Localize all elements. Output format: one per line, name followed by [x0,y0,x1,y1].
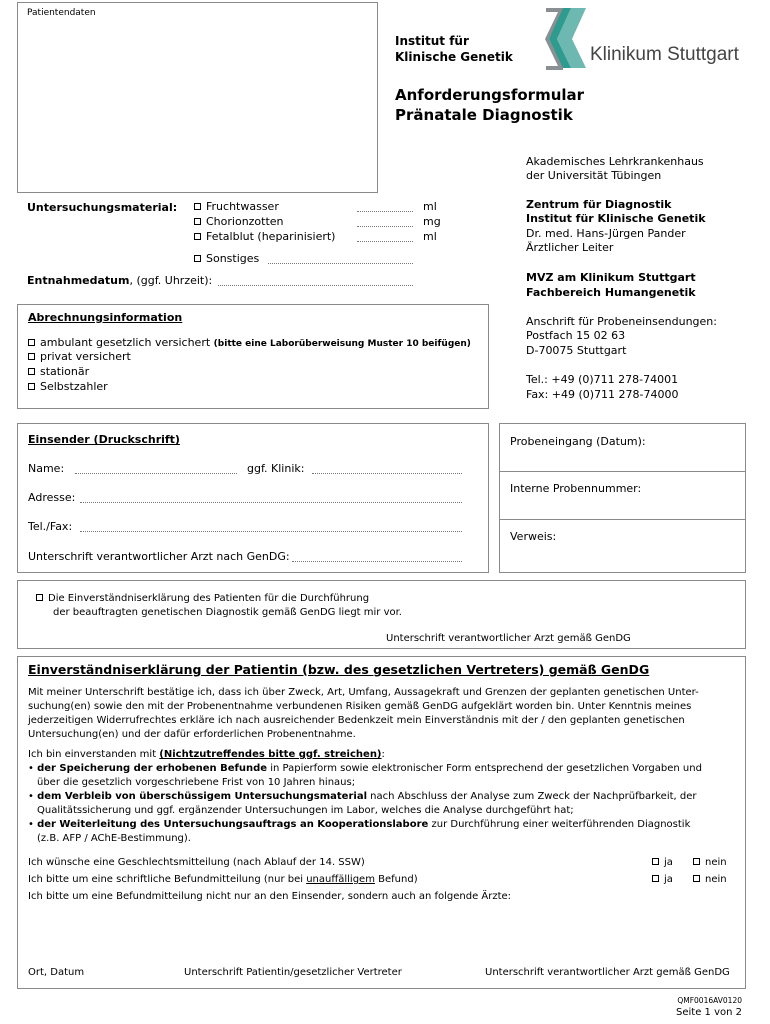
lab-divider-2 [499,519,746,520]
lab-divider-1 [499,471,746,472]
checkbox[interactable] [194,203,201,210]
address-line2: Postfach 15 02 63 [526,329,626,342]
consent-para-line3: jederzeitigen Widerrufrechtes erkläre ich nach ausreichender Bedenkzeit mein Einverständnis mit der / den geplanten genetischen [28,715,685,726]
material-label: Untersuchungsmaterial: [27,201,178,214]
checkbox[interactable] [652,875,659,882]
teaching-hospital-line2: der Universität Tübingen [526,169,662,182]
unit-2: mg [423,215,441,228]
checkbox[interactable] [28,383,35,390]
sender-signature-label: Unterschrift verantwortlicher Arzt nach GenDG: [28,550,290,563]
question-sex: Ich wünsche eine Geschlechtsmitteilung (nach Ablauf der 14. SSW) [28,857,365,868]
material-item-amniotic[interactable]: Fruchtwasser [194,200,279,214]
checkbox[interactable] [28,353,35,360]
checkbox[interactable] [28,368,35,375]
consent-bullet-3: • der Weiterleitung des Untersuchungsauftrags an Kooperationslabore zur Durchführung einer weiterführenden Diagnostik [28,819,691,830]
material-item-fetalblood[interactable]: Fetalblut (heparinisiert) [194,230,335,244]
signature-doctor-label: Unterschrift verantwortlicher Arzt gemäß GenDG [485,967,730,978]
unit-3: ml [423,230,437,243]
unit-1: ml [423,200,437,213]
amount-field-1[interactable] [357,211,413,212]
question-sex-yes[interactable]: ja [652,856,673,870]
institute-line1: Institut für [395,34,469,48]
sampling-date-label: Entnahmedatum, (ggf. Uhrzeit): [27,274,213,287]
billing-option-private[interactable]: privat versichert [28,350,131,364]
patient-data-box [17,2,378,193]
sender-name-field[interactable] [75,473,237,474]
address-fax: Fax: +49 (0)711 278-74000 [526,388,679,401]
address-line3: D-70075 Stuttgart [526,344,627,357]
physician-consent-line2: der beauftragten genetischen Diagnostik gemäß GenDG liegt mir vor. [53,607,402,618]
center-line2: Institut für Klinische Genetik [526,212,706,225]
other-field[interactable] [268,263,413,264]
sender-clinic-label: ggf. Klinik: [247,462,305,475]
lab-internal-label: Interne Probennummer: [510,482,642,495]
checkbox[interactable] [693,875,700,882]
logo-text: Klinikum Stuttgart [590,44,739,65]
checkbox[interactable] [693,858,700,865]
sender-signature-field[interactable] [292,561,462,562]
consent-para-line2: suchung(en) sowie den mit der Probenentnahme verbundenen Risiken gemäß GenDG aufgeklärt worden bin. Unter Kenntnis meines [28,701,692,712]
question-written-report: Ich bitte um eine schriftliche Befundmitteilung (nur bei unauffälligem Befund) [28,874,418,885]
signature-patient-label: Unterschrift Patientin/gesetzlicher Vertreter [184,967,402,978]
klinikum-logo-icon [541,6,591,72]
form-title-line2: Pränatale Diagnostik [395,106,573,124]
checkbox[interactable] [194,255,201,262]
billing-option-inpatient[interactable]: stationär [28,365,89,379]
sender-address-label: Adresse: [28,491,76,504]
lab-receipt-label: Probeneingang (Datum): [510,435,646,448]
question-written-no[interactable]: nein [693,873,727,887]
mvz-line2: Fachbereich Humangenetik [526,286,696,299]
material-item-chorion[interactable]: Chorionzotten [194,215,284,229]
form-code: QMF0016AV0120 [677,996,742,1005]
sender-name-label: Name: [28,462,65,475]
checkbox[interactable] [194,218,201,225]
consent-title: Einverständniserklärung der Patientin (bzw. des gesetzlichen Vertreters) gemäß GenDG [28,662,650,677]
consent-para-line1: Mit meiner Unterschrift bestätige ich, dass ich über Zweck, Art, Umfang, Aussagekraft und Grenzen der geplanten genetischen Unter- [28,687,699,698]
physician-consent-line1[interactable]: Die Einverständniserklärung des Patienten für die Durchführung [36,592,369,606]
address-line1: Anschrift für Probeneinsendungen: [526,315,717,328]
page-number: Seite 1 von 2 [676,1007,742,1018]
sender-title: Einsender (Druckschrift) [28,433,180,446]
checkbox[interactable] [652,858,659,865]
consent-agree: Ich bin einverstanden mit (Nichtzutreffendes bitte ggf. streichen): [28,749,385,760]
center-line4: Ärztlicher Leiter [526,241,614,254]
checkbox[interactable] [36,594,43,601]
patient-data-label: Patientendaten [27,8,96,18]
checkbox[interactable] [194,233,201,240]
sender-clinic-field[interactable] [312,473,462,474]
consent-bullet-3-cont: (z.B. AFP / AChE-Bestimmung). [37,833,191,844]
question-sex-no[interactable]: nein [693,856,727,870]
billing-title: Abrechnungsinformation [28,311,183,324]
consent-bullet-1: • der Speicherung der erhobenen Befunde in Papierform sowie elektronischer Form entsprechend der gesetzlichen Vorgaben und [28,763,702,774]
sender-address-field[interactable] [80,502,462,503]
consent-bullet-2-cont: Qualitätssicherung und ggf. ergänzender Untersuchungen im Labor, welches die Analyse durchgeführt hat; [37,805,574,816]
signature-date-label: Ort, Datum [28,967,85,978]
center-line1: Zentrum für Diagnostik [526,198,672,211]
form-title-line1: Anforderungsformular [395,86,585,104]
consent-bullet-2: • dem Verbleib von überschüssigem Untersuchungsmaterial nach Abschluss der Analyse zum Zweck der Nachprüfbarkeit, der [28,791,697,802]
physician-consent-signature: Unterschrift verantwortlicher Arzt gemäß GenDG [386,633,631,644]
sender-telfax-field[interactable] [80,531,462,532]
teaching-hospital-line1: Akademisches Lehrkrankenhaus [526,155,704,168]
question-other-doctors: Ich bitte um eine Befundmitteilung nicht nur an den Einsender, sondern auch an folgende Ärzte: [28,891,512,902]
address-tel: Tel.: +49 (0)711 278-74001 [526,373,679,386]
consent-bullet-1-cont: über die gesetzlich vorgeschriebene Frist von 10 Jahren hinaus; [37,777,356,788]
lab-ref-label: Verweis: [510,530,557,543]
sampling-date-field[interactable] [218,285,413,286]
institute-line2: Klinische Genetik [395,50,513,64]
checkbox[interactable] [28,339,35,346]
billing-option-statutory[interactable]: ambulant gesetzlich versichert (bitte eine Laborüberweisung Muster 10 beifügen) [28,336,471,351]
sender-telfax-label: Tel./Fax: [28,520,73,533]
center-line3: Dr. med. Hans-Jürgen Pander [526,227,686,240]
question-written-yes[interactable]: ja [652,873,673,887]
amount-field-2[interactable] [357,226,413,227]
billing-option-selfpay[interactable]: Selbstzahler [28,380,108,394]
material-item-other[interactable]: Sonstiges [194,252,259,266]
consent-para-line4: Untersuchung(en) und der dafür erforderlichen Probenentnahme. [28,729,356,740]
amount-field-3[interactable] [357,241,413,242]
mvz-line1: MVZ am Klinikum Stuttgart [526,271,696,284]
